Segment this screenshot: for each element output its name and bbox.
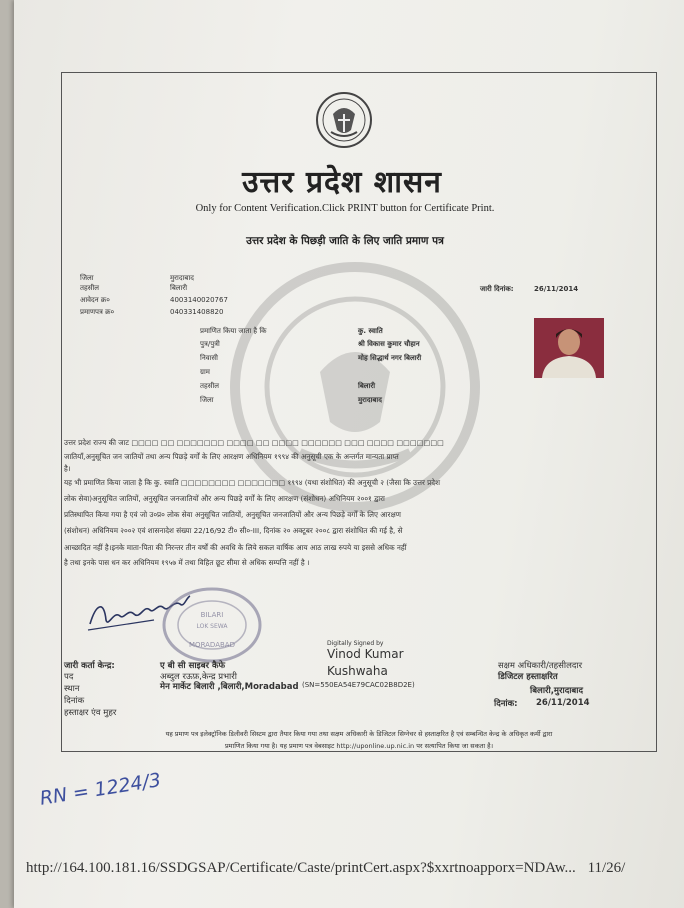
applicant-district-value: मुरादाबाद (358, 396, 382, 404)
footer-line1: यह प्रमाण पत्र इलेक्ट्रॉनिक डिलीवरी सिस्टम द्वारा तैयार किया गया तथा सक्षम अधिकारी के डिजिटल सिग्नेचर से हस्ताक्षरित है एवं सम्बन्धित केन्द्र के अधिकृत कर्मी द्वारा (165, 730, 553, 738)
application-label: आवेदन क्र० (80, 296, 110, 304)
center-stamp (160, 585, 265, 665)
page-title: उत्तर प्रदेश शासन (242, 165, 442, 200)
issuer-center-label: जारी कर्ता केन्द्र: (64, 661, 115, 671)
issuer-center-value: ए बी सी साइबर कैफे (160, 661, 226, 671)
print-date: 11/26/ (587, 860, 626, 876)
application-value: 4003140020767 (170, 296, 228, 304)
applicant-tehsil-value: बिलारी (358, 382, 376, 390)
issuer-place-value: मेन मार्केट बिलारी ,बिलारी,Moradabad (160, 682, 299, 692)
certificate-no-label: प्रमाणपत्र क्र० (80, 308, 115, 316)
issue-date-value: 26/11/2014 (534, 285, 579, 293)
certificate-no-value: 040331408820 (170, 308, 224, 316)
applicant-name: कु. स्वाति (358, 327, 383, 335)
para2-line4: (संशोधन) अधिनियम २००२ एवं शासनादेश संख्या 22/16/92 टी० सी०-III, दिनांक २० अक्टूबर २००८ द्वारा संशोधित की गई है, से (64, 526, 403, 535)
certificate-title: उत्तर प्रदेश के पिछड़ी जाति के लिए जाति प्रमाण पत्र (246, 235, 444, 247)
footer-line2: प्रमाणित किया गया है। यह प्रमाण पत्र वेबसाइट http://uponline.up.nic.in पर सत्यापित किया जा सकता है। (224, 742, 494, 750)
signer-sn: (SN=550EA54E79CAC02B8D2E) (302, 681, 415, 689)
up-emblem-icon (311, 90, 377, 150)
issue-date-label: जारी दिनांक: (480, 285, 514, 293)
issuer-post-value: अब्दुल रऊफ़,केन्द्र प्रभारी (160, 672, 237, 682)
parent-value: श्री विकास कुमार चौहान (358, 340, 420, 348)
verification-note: Only for Content Verification.Click PRINT button for Certificate Print. (195, 203, 495, 214)
para1-line3: है। (64, 464, 71, 473)
village-label: ग्राम (200, 368, 210, 376)
applicant-district-label: जिला (200, 396, 214, 404)
issuer-place-label: स्थान (64, 684, 80, 694)
certificate-footer (64, 728, 654, 752)
stamp-line1: BILARI (200, 611, 224, 619)
signer-name-line2: Kushwaha (327, 664, 388, 678)
para2-line2: लोक सेवा)अनुसूचित जातियों, अनुसूचित जनजातियों और अन्य पिछड़े वर्गों के लिए आरक्षण (संशोधन) अधिनियम २००१ द्वारा (64, 494, 385, 503)
authority-date-label: दिनांक: (494, 699, 518, 709)
para1-line1: उत्तर प्रदेश राज्य की जाट □□□□ □□ □□□□□□□ □□□□ □□ □□□□ □□□□□□ □□□ □□□□ □□□□□□□ (64, 438, 444, 447)
tehsil-label: तहसील (80, 284, 99, 292)
stamp-line3: MORADABAD (189, 641, 235, 649)
digitally-signed-label: Digitally Signed by (327, 640, 384, 647)
authority-title: सक्षम अधिकारी/तहसीलदार (498, 661, 583, 671)
print-url-text: http://164.100.181.16/SSDGSAP/Certificate/Caste/printCert.aspx?$xxrtnoapporx=NDAw... (26, 860, 576, 876)
para2-line5: आच्छादित नहीं है।इनके माता-पिता की निरन्तर तीन वर्षों की अवधि के लिये सकल वार्षिक आय आठ लाख रुपये या इससे अधिक नहीं (64, 543, 407, 552)
authority-place: बिलारी,मुरादाबाद (530, 686, 583, 696)
authority-digital-sign: डिजिटल हस्ताक्षरित (498, 672, 558, 682)
applicant-photo (534, 318, 604, 378)
para2-line3: प्रतिस्थापित किया गया है एवं जो उ०प्र० लोक सेवा अनुसूचित जातियों, अनुसूचित जनजातियों और अन्य पिछड़े वर्गों के लिए आरक्षण (64, 510, 401, 519)
print-url (26, 860, 625, 877)
para1-line2: जातियाँ,अनुसूचित जन जातियों तथा अन्य पिछड़े वर्गों के लिए आरक्षण अधिनियम १९९४ की अनुसूची एक के अन्तर्गत मान्यता प्राप्त (64, 452, 399, 461)
parent-label: पुत्र/पुत्री (200, 340, 220, 348)
tehsil-value: बिलारी (170, 284, 188, 292)
stamp-line2: LOK SEWA (196, 623, 228, 630)
district-value: मुरादाबाद (170, 274, 194, 282)
issuer-post-label: पद (64, 672, 74, 682)
authority-date-value: 26/11/2014 (536, 698, 590, 708)
issuer-date-label: दिनांक (64, 696, 85, 706)
para2-line6: है तथा इनके पास धन कर अधिनियम १९५७ में तथा विहित छूट सीमा से अधिक सम्पत्ति नहीं है । (64, 558, 310, 567)
certify-label: प्रमाणित किया जाता है कि (200, 327, 267, 335)
applicant-tehsil-label: तहसील (200, 382, 219, 390)
para2-line1: यह भी प्रमाणित किया जाता है कि कु. स्वाति □□□□□□□□ □□□□□□□ १९९४ (यथा संशोधित) की अनुसूची २ (जैसा कि उत्तर प्रदेश (64, 478, 440, 487)
handwritten-rn-note: RN = 1224/3 (38, 769, 163, 810)
signer-name-line1: Vinod Kumar (327, 647, 404, 661)
resident-label: निवासी (200, 354, 218, 362)
district-label: जिला (80, 274, 94, 282)
issuer-signature-label: हस्ताक्षर एंव मुहर (64, 708, 117, 718)
resident-value: मोह सिद्धार्थ नगर बिलारी (358, 354, 422, 362)
